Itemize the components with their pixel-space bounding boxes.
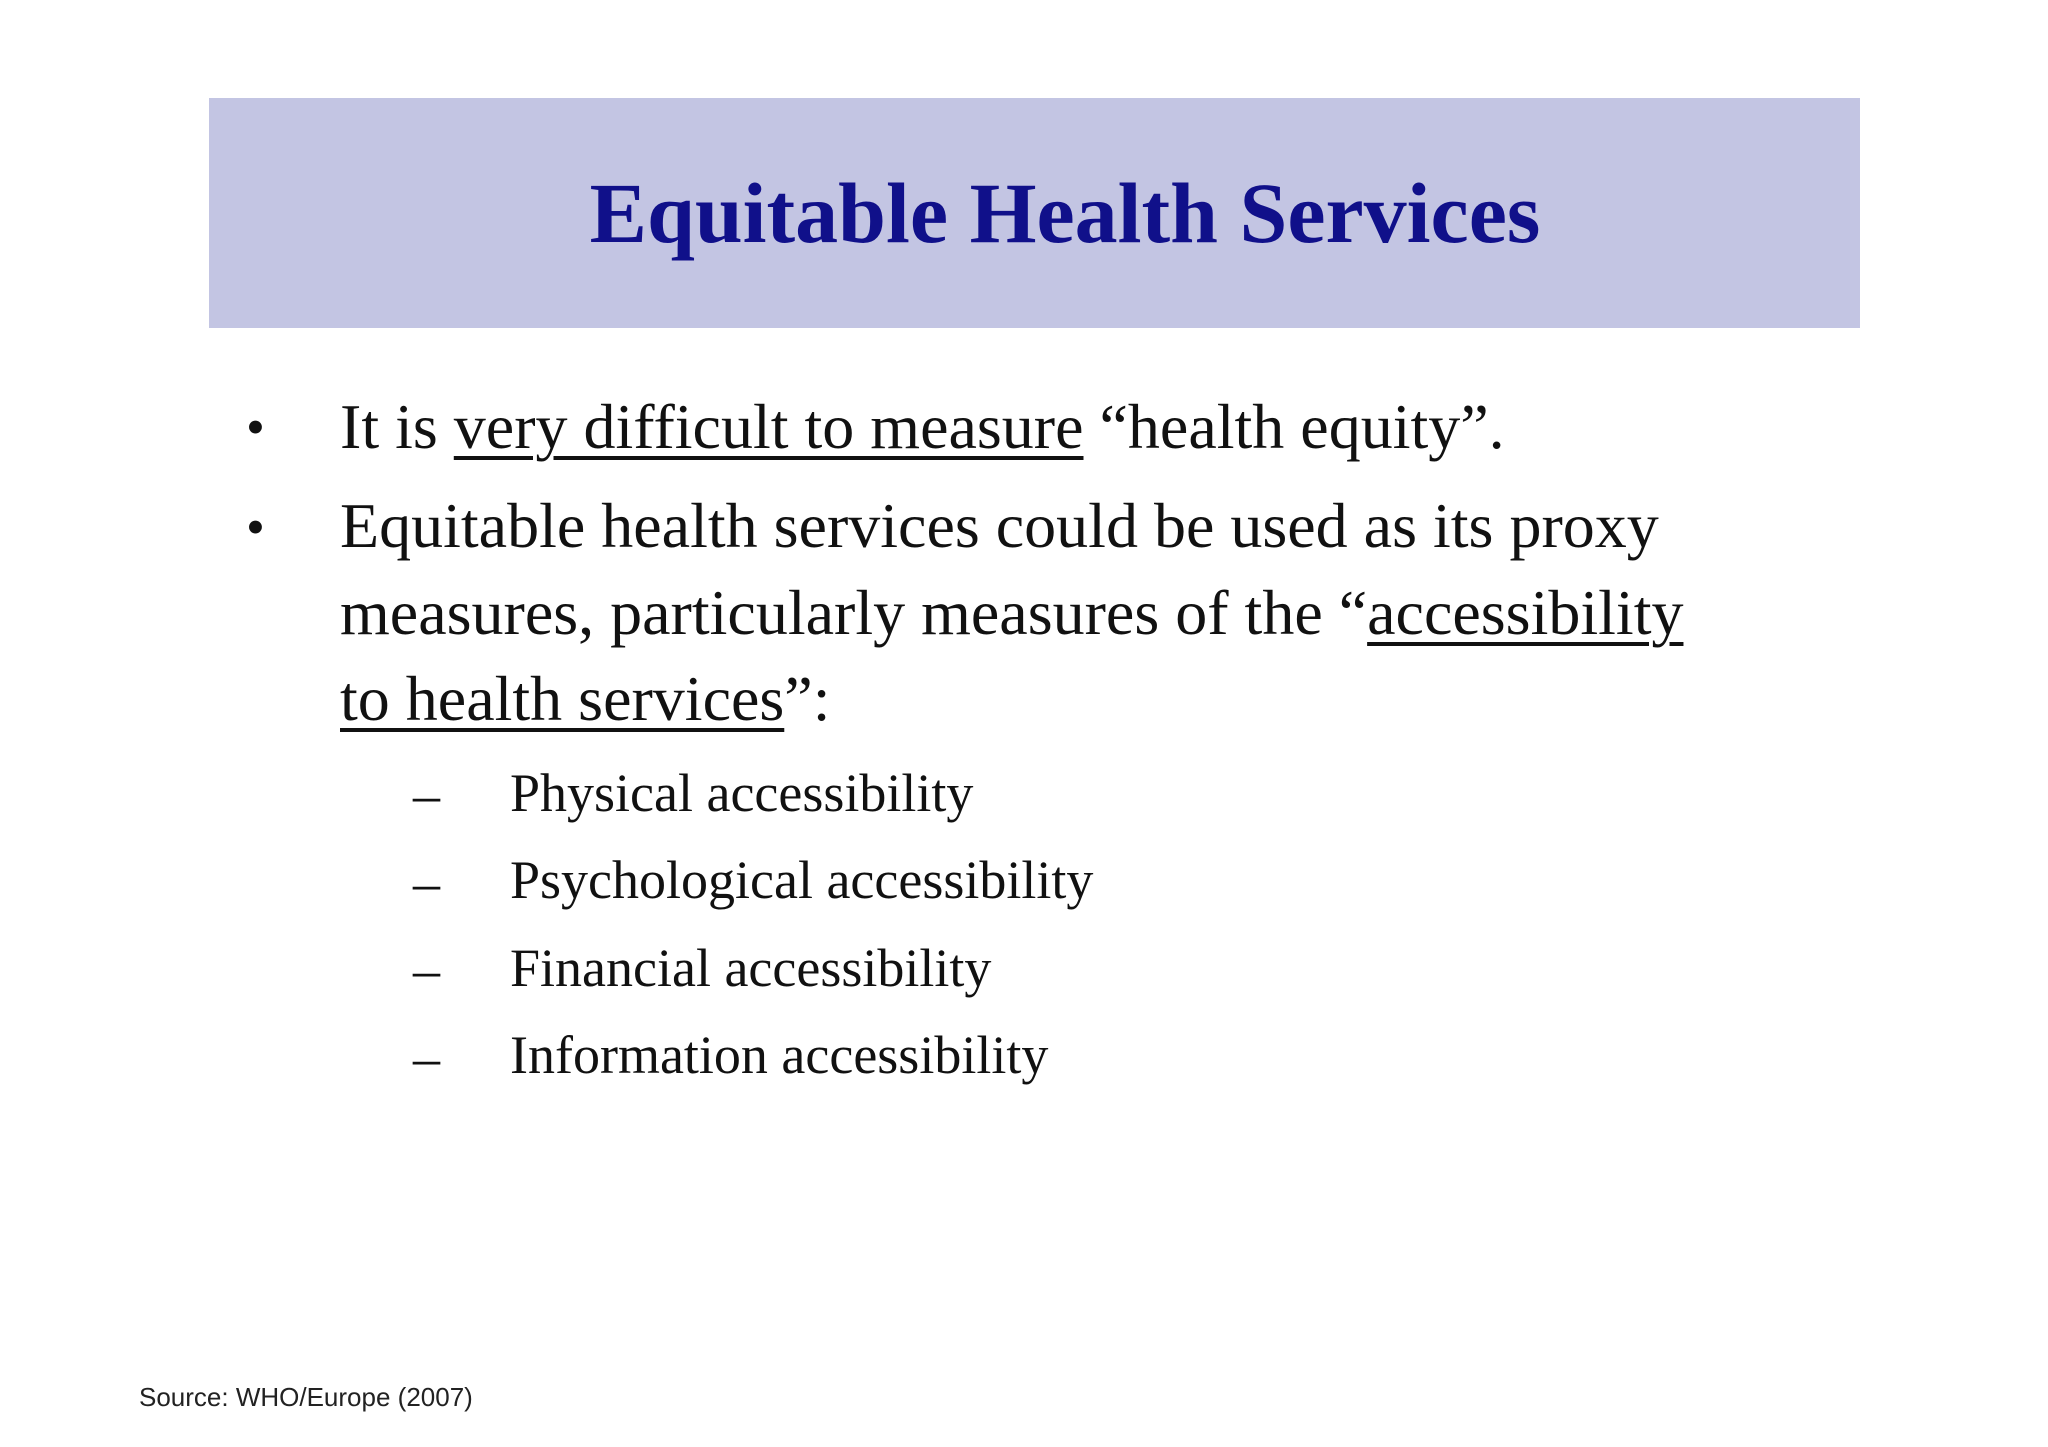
- bullet-2-line-3: [340, 663, 831, 734]
- bullet-2-line-2: [340, 577, 1684, 648]
- sub-item-4-dash: –: [413, 1028, 440, 1088]
- bullet-2-marker: •: [246, 497, 265, 557]
- bullet-1-part2: “health equity”.: [1083, 391, 1505, 462]
- bullet-2-line-2-underlined: accessibility: [1367, 577, 1684, 648]
- sub-item-financial: Financial accessibility: [510, 938, 992, 998]
- sub-item-psychological: Psychological accessibility: [510, 850, 1094, 910]
- slide-title: Equitable Health Services: [589, 165, 1541, 261]
- bullet-2-line-3-text: ”:: [784, 663, 831, 734]
- sub-item-information: Information accessibility: [510, 1025, 1049, 1085]
- bullet-1-part1: It is: [340, 391, 454, 462]
- sub-item-3-dash: –: [413, 940, 440, 1000]
- sub-item-physical: Physical accessibility: [510, 763, 974, 823]
- bullet-1-underlined: very difficult to measure: [453, 391, 1084, 462]
- bullet-1-text: [340, 391, 1505, 462]
- sub-item-1-dash: –: [413, 765, 440, 825]
- source-note: Source: WHO/Europe (2007): [139, 1382, 473, 1412]
- bullet-1-marker: •: [246, 397, 265, 457]
- bullet-2-line-3-underlined: to health services: [340, 663, 785, 734]
- sub-item-2-dash: –: [413, 853, 440, 913]
- bullet-2-line-2-text: measures, particularly measures of the “: [340, 577, 1368, 648]
- bullet-2-line-1: Equitable health services could be used as its proxy: [340, 490, 1659, 561]
